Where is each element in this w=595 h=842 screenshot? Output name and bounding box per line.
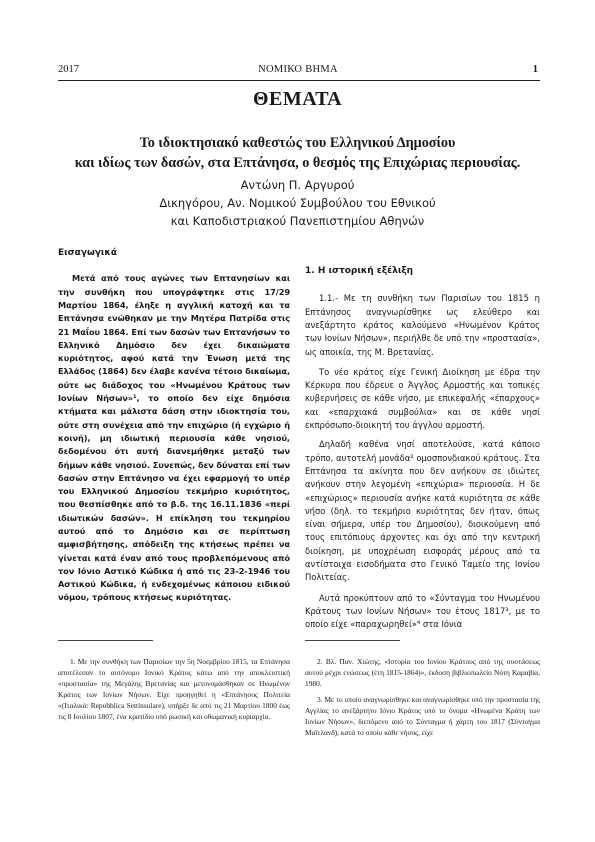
intro-heading: Εισαγωγικά <box>58 248 118 258</box>
intro-abstract: Μετά από τους αγώνες των Επτανησίων και την συνθήκη που υπογράφτηκε στις 17/29 Μαρτίου 1864, έληξε η αγγλική κατοχή και τα Επτάνησα ενώθηκαν με την Μητέρα Πατρίδα στις 21 Μαΐου 1864. Επί των δασών των Επτανήσων το Ελληνικό Δημόσιο δεν έχει δικαιώματα κυριότητος, αφού κατά την Ένωση μετά της Ελλάδος (1864) δεν έλαβε κανένα τέτοιο δικαίωμα, ούτε ως διάδοχος του «Ηνωμένου Κράτους των Ιονίων Νήσων»¹, το οποίο δεν είχε δημόσια κτήματα και μάλιστα δάση στην ιδιοκτησία του, ούτε στη συνέχεια από την επιχώριο (ή εγχώριο ή κοινή), μη ιδιωτική περιουσία κάθε νησιού, δεδομένου ότι αυτή διανεμήθηκε μεταξύ των δήμων κάθε νησιού. Συνεπώς, δεν δύναται επί των δασών στην Επτάνησο να έχει εφαρμογή το υπέρ του Ελληνικού Δημοσίου τεκμήριο κυριότητος, που θεσπίσθηκε από το β.δ. της 16.11.1836 «περί ιδιωτικών δασών». Η επίκληση του τεκμηρίου αυτού από το Δημόσιο και σε περίπτωση αμφισβήτησης, απόδειξη της κτήσεως πρέπει να γίνεται κατά έναν από τους προβλεπόμενους από τον Ιόνιο Αστικό Κώδικα ή από τις 23-2-1946 του Αστικού Κώδικα, ή ενδεχομένως κάποιου ειδικού νόμου, τρόπους κτήσεως κυριότητας. <box>58 273 290 603</box>
right-column <box>305 265 540 638</box>
footnote-3: 3. Με το οποίο αναγνωρίσθηκε και αναγνωρίσθηκε υπό την προστασία της Αγγλίας το ανεξάρτητο Ιόνιο Κράτος υπό το όνομα «Ηνωμένα Κράτη των Ιονίων Νήσων», διεπόμενο από το Σύνταγμα ή χάρτη του 1817 (Σύνταγμα Μαϊτλανδ), κατά το οποίο κάθε νήσος, είχε <box>305 695 540 738</box>
footnote-2: 2. Βλ. Παν. Χιώτης, «Ιστορία του Ιονίου Κράτους από της συστάσεως αυτού μέχρι ενώσεως (έτη 1815-1864)», έκδοση βιβλιοπωλείο Νότη Καραβία, 1980. <box>305 657 540 689</box>
article-title-line-2: και ιδίως των δασών, στα Επτάνησα, ο θεσμός της Επιχώριας περιουσίας. <box>74 155 521 171</box>
article-title-line-1: Το ιδιοκτησιακό καθεστώς του Ελληνικού Δημοσίου <box>139 135 456 151</box>
footnote-rule-right <box>305 640 400 641</box>
section-title: ΘΕΜΑΤΑ <box>252 88 343 110</box>
page-number: 1 <box>532 64 538 75</box>
body-paragraph-3: Δηλαδή καθένα νησί αποτελούσε, κατά κάποιο τρόπο, αυτοτελή μονάδα² ομοσπονδιακού κράτους. Στα Επτάνησα τα ακίνητα που δεν ανήκουν σε ιδιώτες ανήκουν στην λεγομένη «επιχώρια» περιουσία. Η δε «επιχώριος» περιουσία ανήκε κατά κυριότητα σε κάθε νήσο (δηλ. το τεκμήριο κυριότητας δεν ήταν, όπως είναι σήμερα, υπέρ του Δημοσίου), διοικούμενη από τους επιτόπιους άρχοντες και όχι από την κεντρική διοίκηση, με υποχρέωση εισφοράς μέρους από τα αντίστοιχα εισοδήματα στο Γενικό Ταμείο της Ιονίου Πολιτείας. <box>305 439 540 583</box>
running-head-year: 2017 <box>58 64 79 75</box>
footnote-1: 1. Με την συνθήκη των Παρισίων την 5η Νοεμβρίου 1815, τα Επτάνησα αποτέλεσαν το αυτόνομο Ιονικό Κράτος κάτω από την αποκλειστική «προστασία» της Μεγάλης Βρετανίας και μετονομάσθηκαν σε Ηνωμένον Κράτος των Ιονίων Νήσων. Είχε προηγηθεί η «Επτάνησος Πολιτεία «(Ιταλικά: Repubblica Settinsulare), υπήρξε δε από τις 21 Μαρτίου 1800 έως τις 8 Ιουλίου 1807, ένα κρατίδιο υπό ρωσική και οθωμανική κυριαρχία. <box>58 657 290 722</box>
author-block <box>0 176 595 230</box>
header-rule <box>58 80 540 81</box>
author-affiliation-2: και Καποδιστριακού Πανεπιστημίου Αθηνών <box>170 214 425 228</box>
left-column <box>58 247 290 605</box>
article-title <box>40 133 555 173</box>
author-affiliation-1: Δικηγόρου, Αν. Νομικού Συμβούλου του Εθνικού <box>159 196 436 210</box>
body-paragraph-4: Αυτά προκύπτουν από το «Σύνταγμα του Ηνωμένου Κράτους των Ιονίων Νήσων» του έτους 1817³, με το οποίο είχε «παραχωρηθεί»⁴ στα Ιόνια <box>305 592 540 630</box>
running-head <box>58 64 538 78</box>
running-head-journal: ΝΟΜΙΚΟ ΒΗΜΑ <box>258 64 338 75</box>
author-name: Αντώνη Π. Αργυρού <box>240 178 355 192</box>
footnote-rule-left <box>58 640 153 641</box>
body-paragraph-2: Το νέο κράτος είχε Γενική Διοίκηση με έδρα την Κέρκυρα που έδρευε ο Άγγλος Αρμοστής και τοπικές κυβερνήσεις σε κάθε νήσο, με επικεφαλής «έπαρχους» και «επαρχιακά συμβούλια» και σε κάθε νησί εκπρόσωπο-διοικητή του άγγλου αρμοστή. <box>305 366 540 431</box>
history-heading: 1. Η ιστορική εξέλιξη <box>305 266 414 276</box>
body-paragraph-1: 1.1.- Με τη συνθήκη των Παρισίων του 1815 η Επτάνησος αναγνωρίσθηκε ως ελεύθερο και ανεξάρτητο κράτος καλούμενο «Ηνωμένον Κράτος των Ιονίων Νήσων», περιήλθε δε υπό την «προστασία», ως αποικία, της Μ. Βρετανίας. <box>305 293 540 357</box>
